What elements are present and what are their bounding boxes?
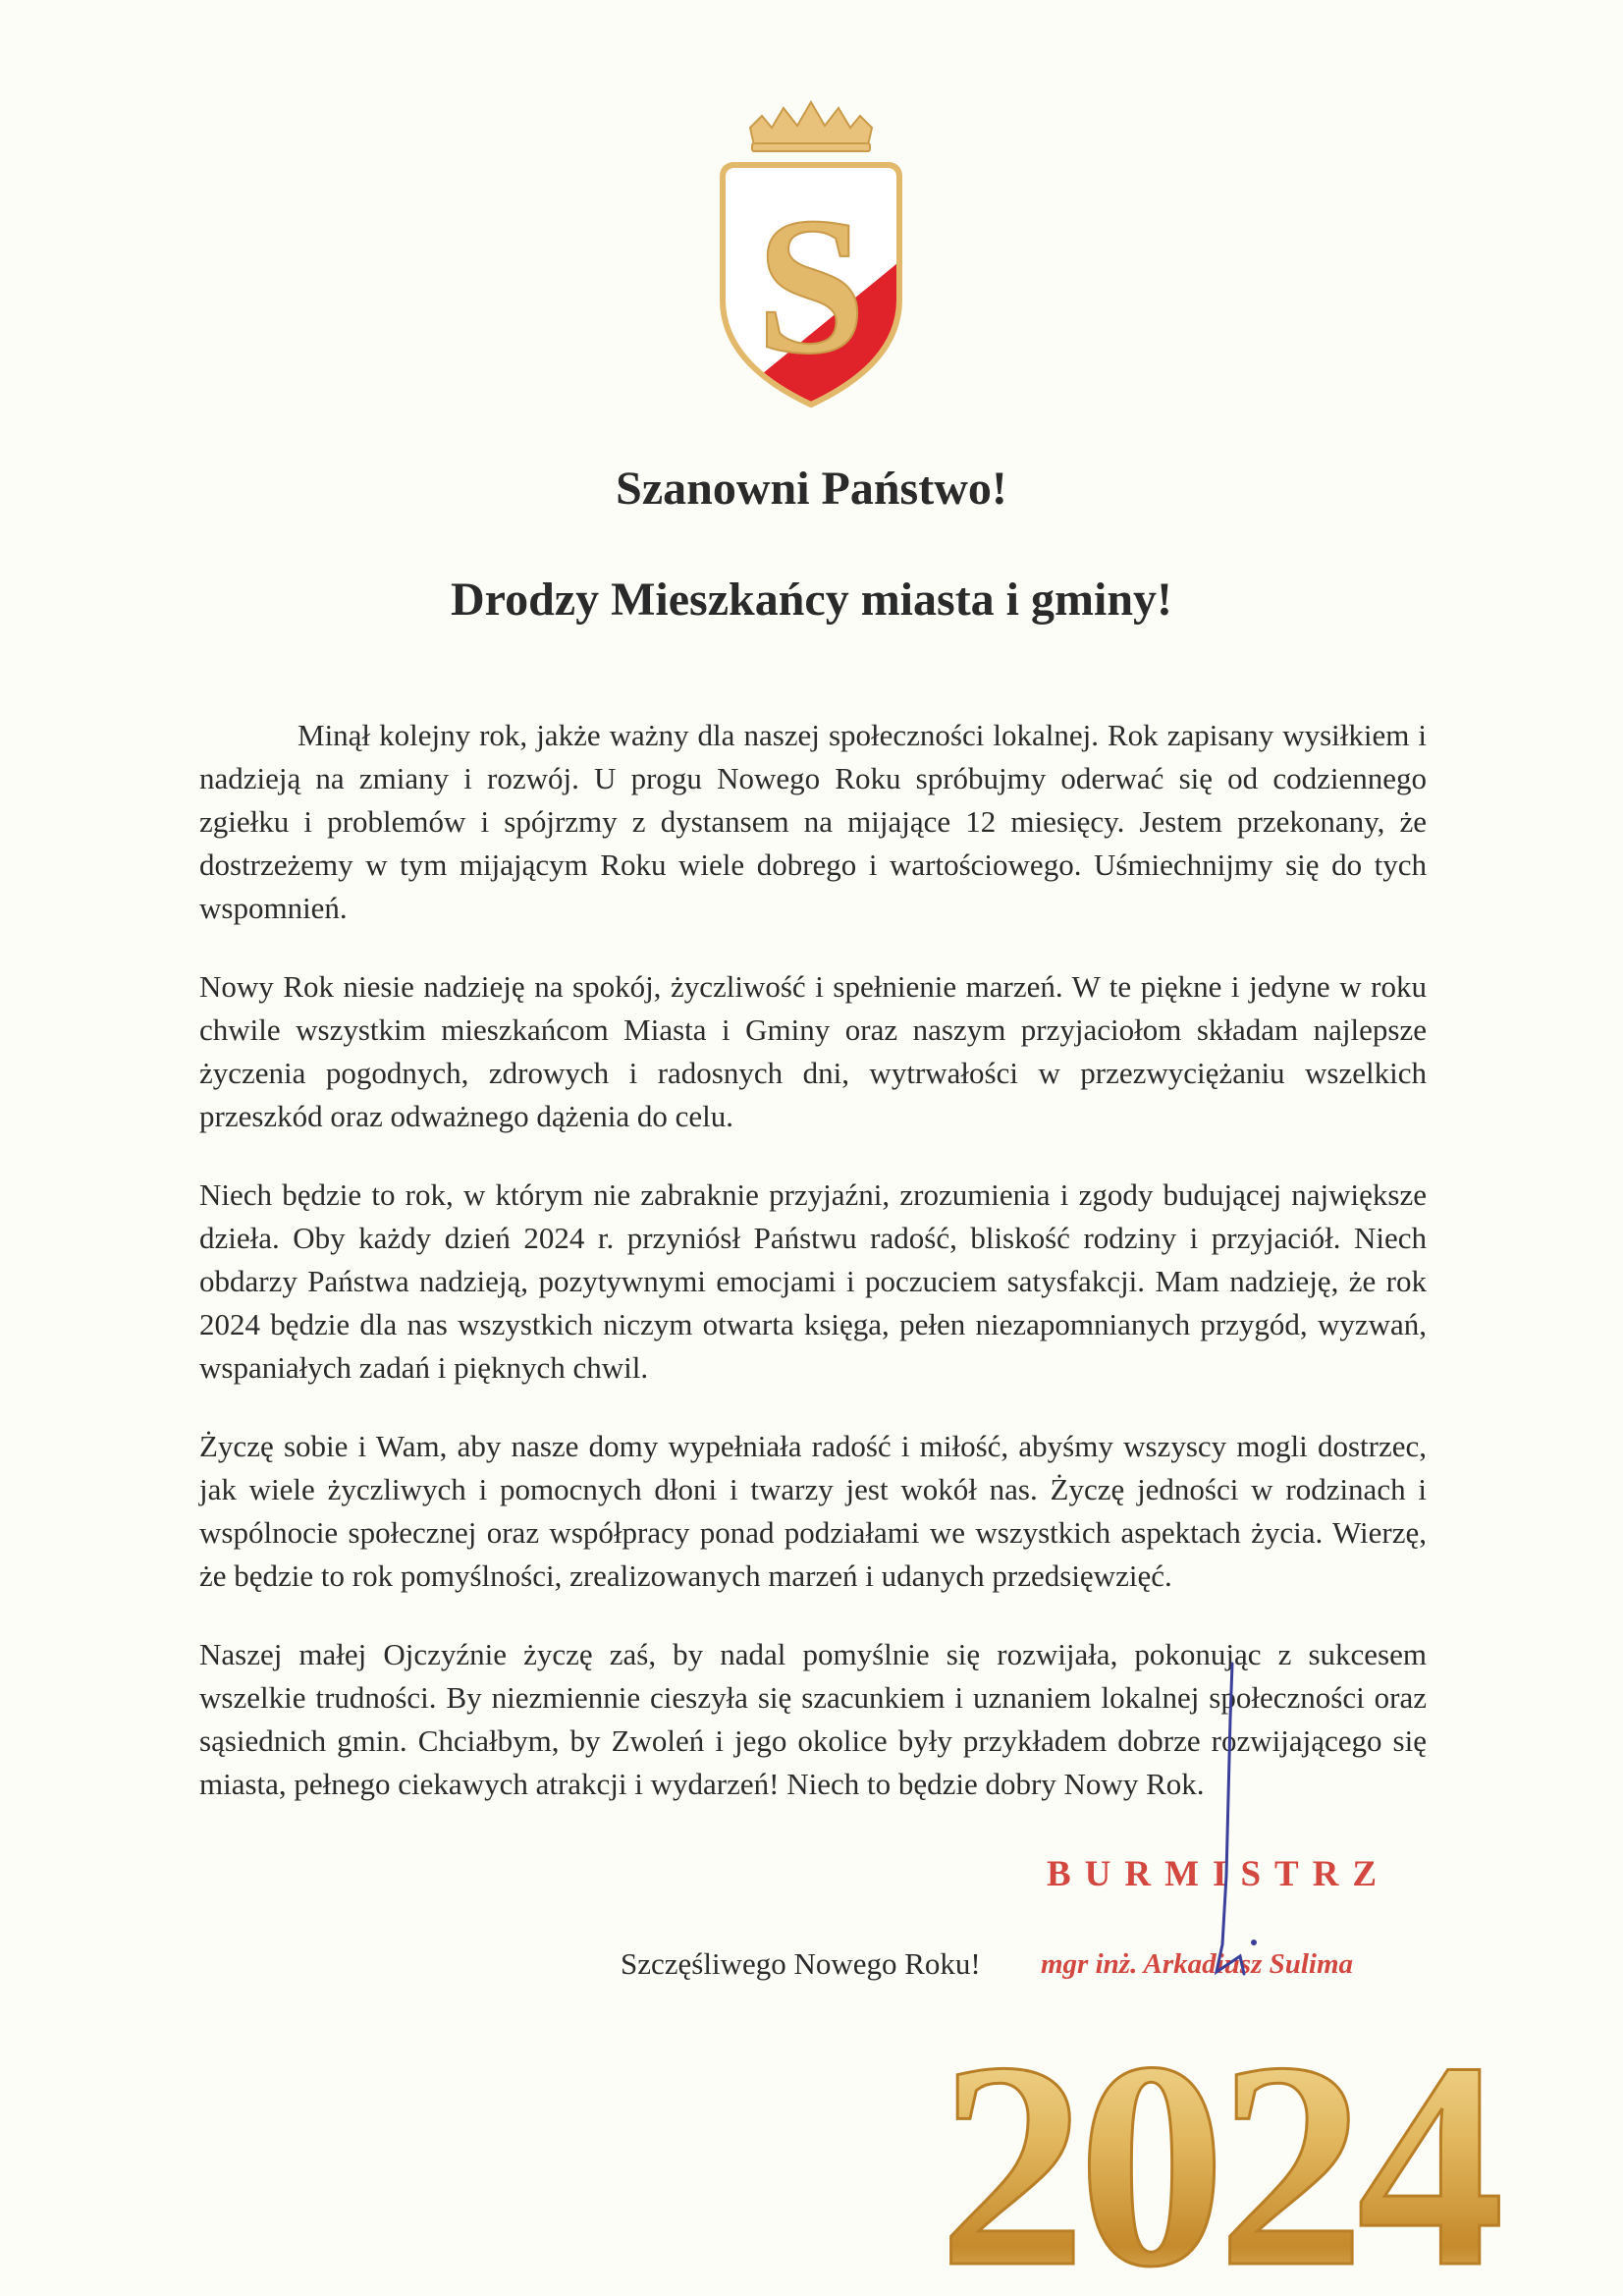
stamp-name: mgr inż. Arkadiusz Sulima bbox=[1041, 1948, 1354, 1980]
closing-wish: Szczęśliwego Nowego Roku! bbox=[621, 1946, 981, 1981]
greeting-heading: Szanowni Państwo! bbox=[616, 463, 1007, 515]
paragraph-3: Niech będzie to rok, w którym nie zabraknie przyjaźni, zrozumienia i zgody budującej największe dzieła. Oby każdy dzień 2024 r. przyniósł Państwu radość, bliskość rodziny i przyjaciół. Niech obdarzy Państwa nadzieją, pozytywnymi emocjami i poczuciem satysfakcji. Mam nadzieję, że rok 2024 będzie dla nas wszystkich niczym otwarta księga, pełen niezapomnianych przygód, wyzwań, wspaniałych zadań i pięknych chwil. bbox=[199, 1177, 1427, 1385]
year-text: 2024 bbox=[939, 2001, 1496, 2288]
paragraph-5: Naszej małej Ojczyźnie życzę zaś, by nadal pomyślnie się rozwijała, pokonując z sukcesem wszelkie trudności. By niezmiennie cieszyła się szacunkiem i uznaniem lokalnej społeczności oraz sąsiednich gmin. Chciałbym, by Zwoleń i jego okolice były przykładem dobrze rozwijającego się miasta, pełnego ciekawych atrakcji i wydarzeń! Niech to będzie dobry Nowy Rok. bbox=[199, 1637, 1427, 1801]
year-2024-decoration bbox=[864, 1994, 1571, 2288]
coat-of-arms-logo bbox=[703, 98, 919, 422]
paragraph-4: Życzę sobie i Wam, aby nasze domy wypełniała radość i miłość, abyśmy wszyscy mogli dostrzec, jak wiele życzliwych i pomocnych dłoni i twarzy jest wokół nas. Życzę jedności w rodzinach i wspólnocie społecznej oraz współpracy ponad podziałami we wszystkich aspektach życia. Wierzę, że będzie to rok pomyślności, zrealizowanych marzeń i udanych przedsięwzięć. bbox=[199, 1429, 1427, 1593]
crown-icon bbox=[750, 102, 872, 151]
residents-heading: Drodzy Mieszkańcy miasta i gminy! bbox=[450, 574, 1173, 626]
crest-letter: S bbox=[756, 178, 866, 395]
paragraph-1: Minął kolejny rok, jakże ważny dla naszej społeczności lokalnej. Rok zapisany wysiłkiem i nadzieją na zmiany i rozwój. U progu Nowego Roku spróbujmy oderwać się od codziennego zgiełku i problemów i spójrzmy z dystansem na mijające 12 miesięcy. Jestem przekonany, że dostrzeżemy w tym mijającym Roku wiele dobrego i wartościowego. Uśmiechnijmy się do tych wspomnień. bbox=[199, 718, 1427, 925]
paragraph-2: Nowy Rok niesie nadzieję na spokój, życzliwość i spełnienie marzeń. W te piękne i jedyne w roku chwile wszystkim mieszkańcom Miasta i Gminy oraz naszym przyjaciołom składam najlepsze życzenia pogodnych, zdrowych i radosnych dni, wytrwałości w przezwyciężaniu wszelkich przeszkód oraz odważnego dążenia do celu. bbox=[199, 969, 1427, 1133]
stamp-title: BURMISTRZ bbox=[1047, 1854, 1391, 1894]
handwritten-signature bbox=[1183, 1660, 1271, 1984]
